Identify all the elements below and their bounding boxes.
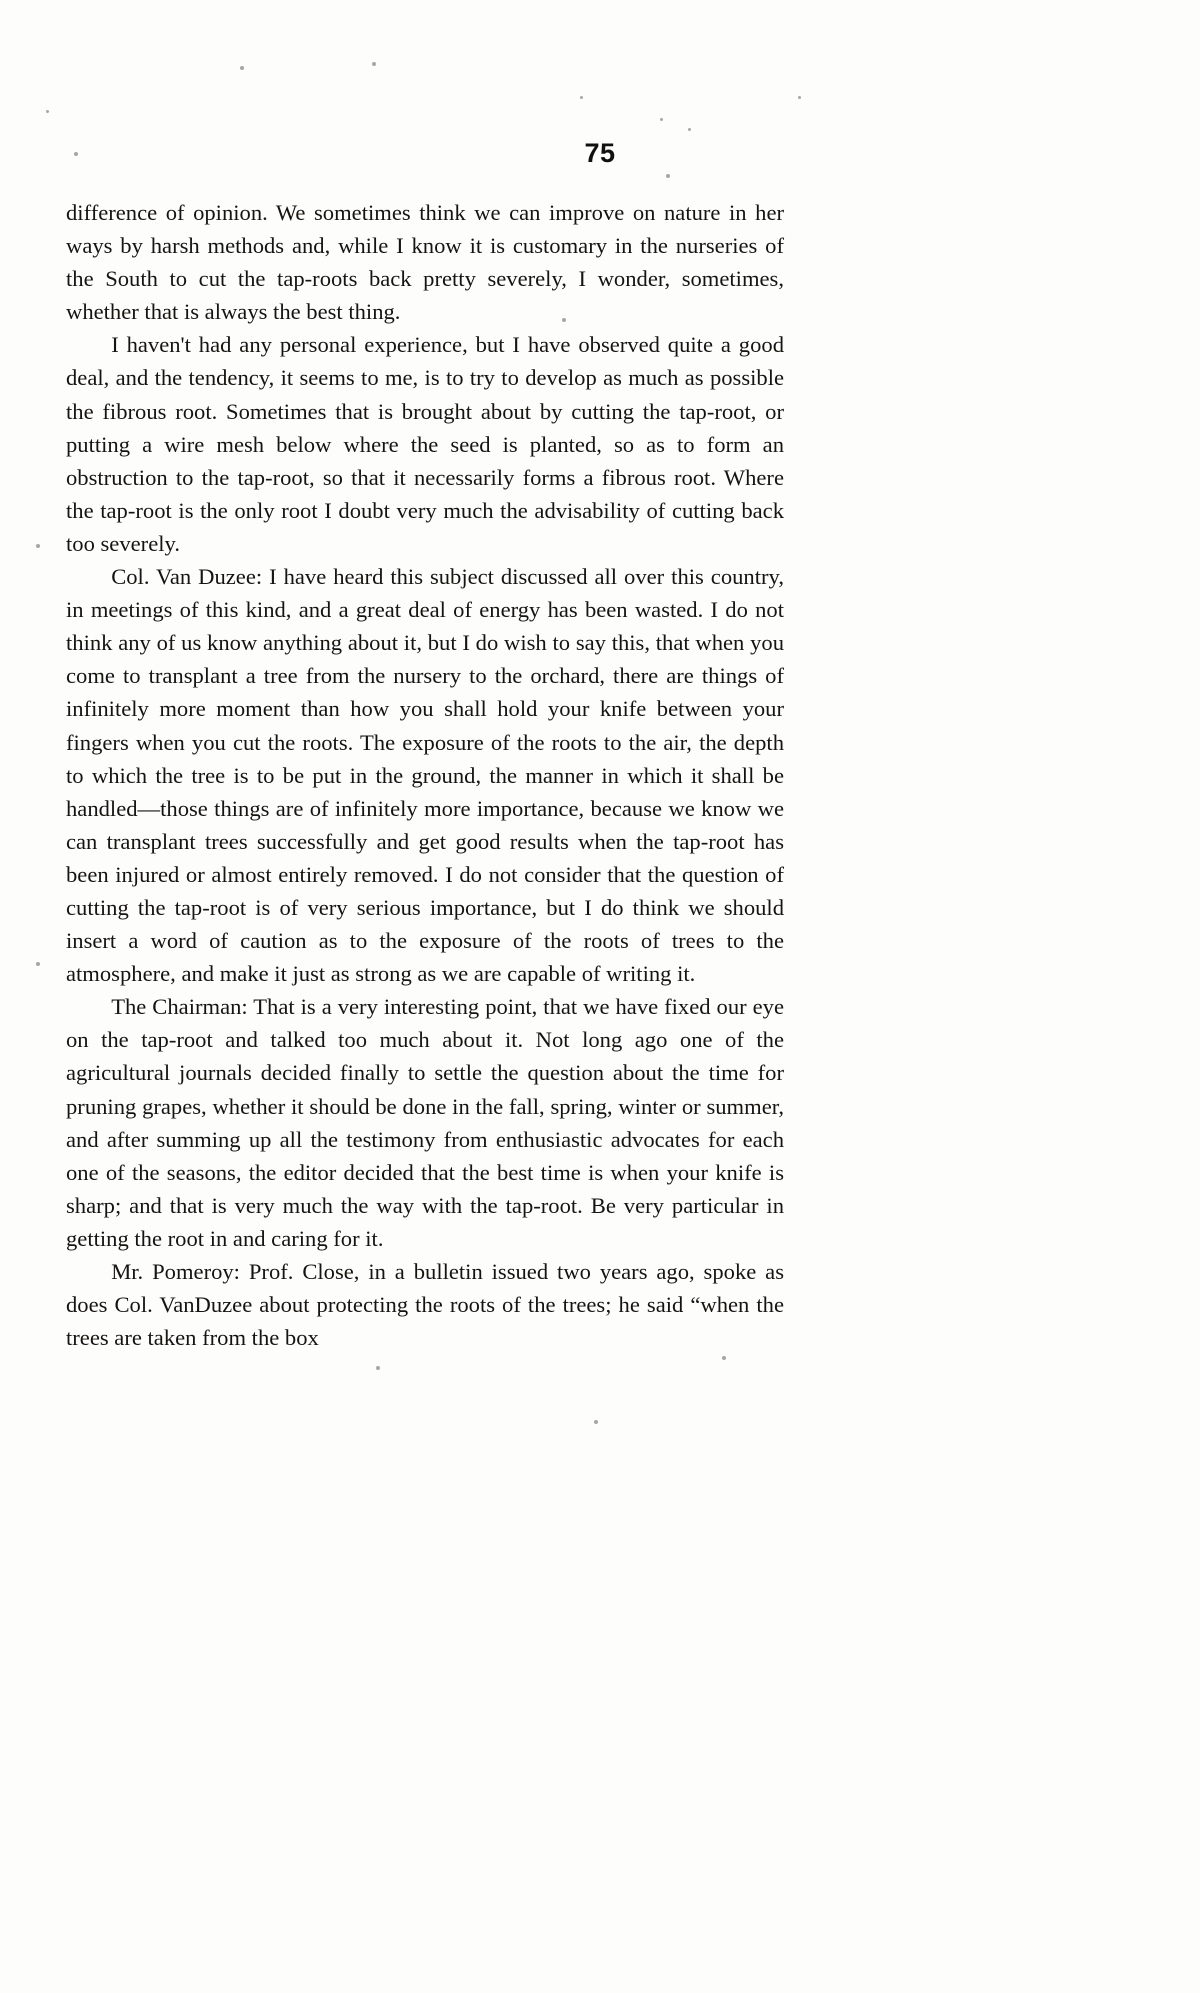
speck (594, 1420, 598, 1424)
paragraph: The Chairman: That is a very interesting point, that we have fixed our eye on the tap-root and talked too much about it. Not long ago one of the agricultural journals decided finally to settle the question about the time for pruning grapes, whether it should be done in the fall, spring, winter or summer, and after summing up all the testimony from enthusiastic advocates for each one of the seasons, the editor decided that the best time is when your knife is sharp; and that is very much the way with the tap-root. Be very particular in getting the root in and caring for it. (66, 994, 784, 1251)
page-body (66, 196, 784, 1354)
paragraph: Col. Van Duzee: I have heard this subject discussed all over this country, in meetings of this kind, and a great deal of energy has been wasted. I do not think any of us know anything about it, but I do wish to say this, that when you come to transplant a tree from the nursery to the orchard, there are things of infinitely more moment than how you shall hold your knife between your fingers when you cut the roots. The exposure of the roots to the air, the depth to which the tree is to be put in the ground, the manner in which it shall be handled—those things are of infinitely more importance, because we know we can transplant trees successfully and get good results when the tap-root has been injured or almost entirely removed. I do not consider that the question of cutting the tap-root is of very serious importance, but I do think we should insert a word of caution as to the exposure of the roots of trees to the atmosphere, and make it just as strong as we are capable of writing it. (66, 564, 784, 987)
speck (240, 66, 244, 70)
speck (666, 174, 670, 178)
speck (660, 118, 663, 121)
paragraph: I haven't had any personal experience, but I have observed quite a good deal, and the tendency, it seems to me, is to try to develop as much as possible the fibrous root. Sometimes that is brought about by cutting the tap-root, or putting a wire mesh below where the seed is planted, so as to form an obstruction to the tap-root, so that it necessarily forms a fibrous root. Where the tap-root is the only root I doubt very much the advisability of cutting back too severely. (66, 332, 784, 556)
speck (372, 62, 376, 66)
speck (46, 110, 49, 113)
page-number: 75 (584, 138, 616, 168)
paragraph: Mr. Pomeroy: Prof. Close, in a bulletin issued two years ago, spoke as does Col. VanDuzee about protecting the roots of the trees; he said “when the trees are taken from the box (66, 1259, 784, 1351)
speck (36, 962, 40, 966)
speck (798, 96, 801, 99)
speck (36, 544, 40, 548)
speck (688, 128, 691, 131)
paragraph: difference of opinion. We sometimes think we can improve on nature in her ways by harsh methods and, while I know it is customary in the nurseries of the South to cut the tap-roots back pretty severely, I wonder, sometimes, whether that is always the best thing. (66, 200, 784, 325)
speck (376, 1366, 380, 1370)
speck (722, 1356, 726, 1360)
speck (580, 96, 583, 99)
